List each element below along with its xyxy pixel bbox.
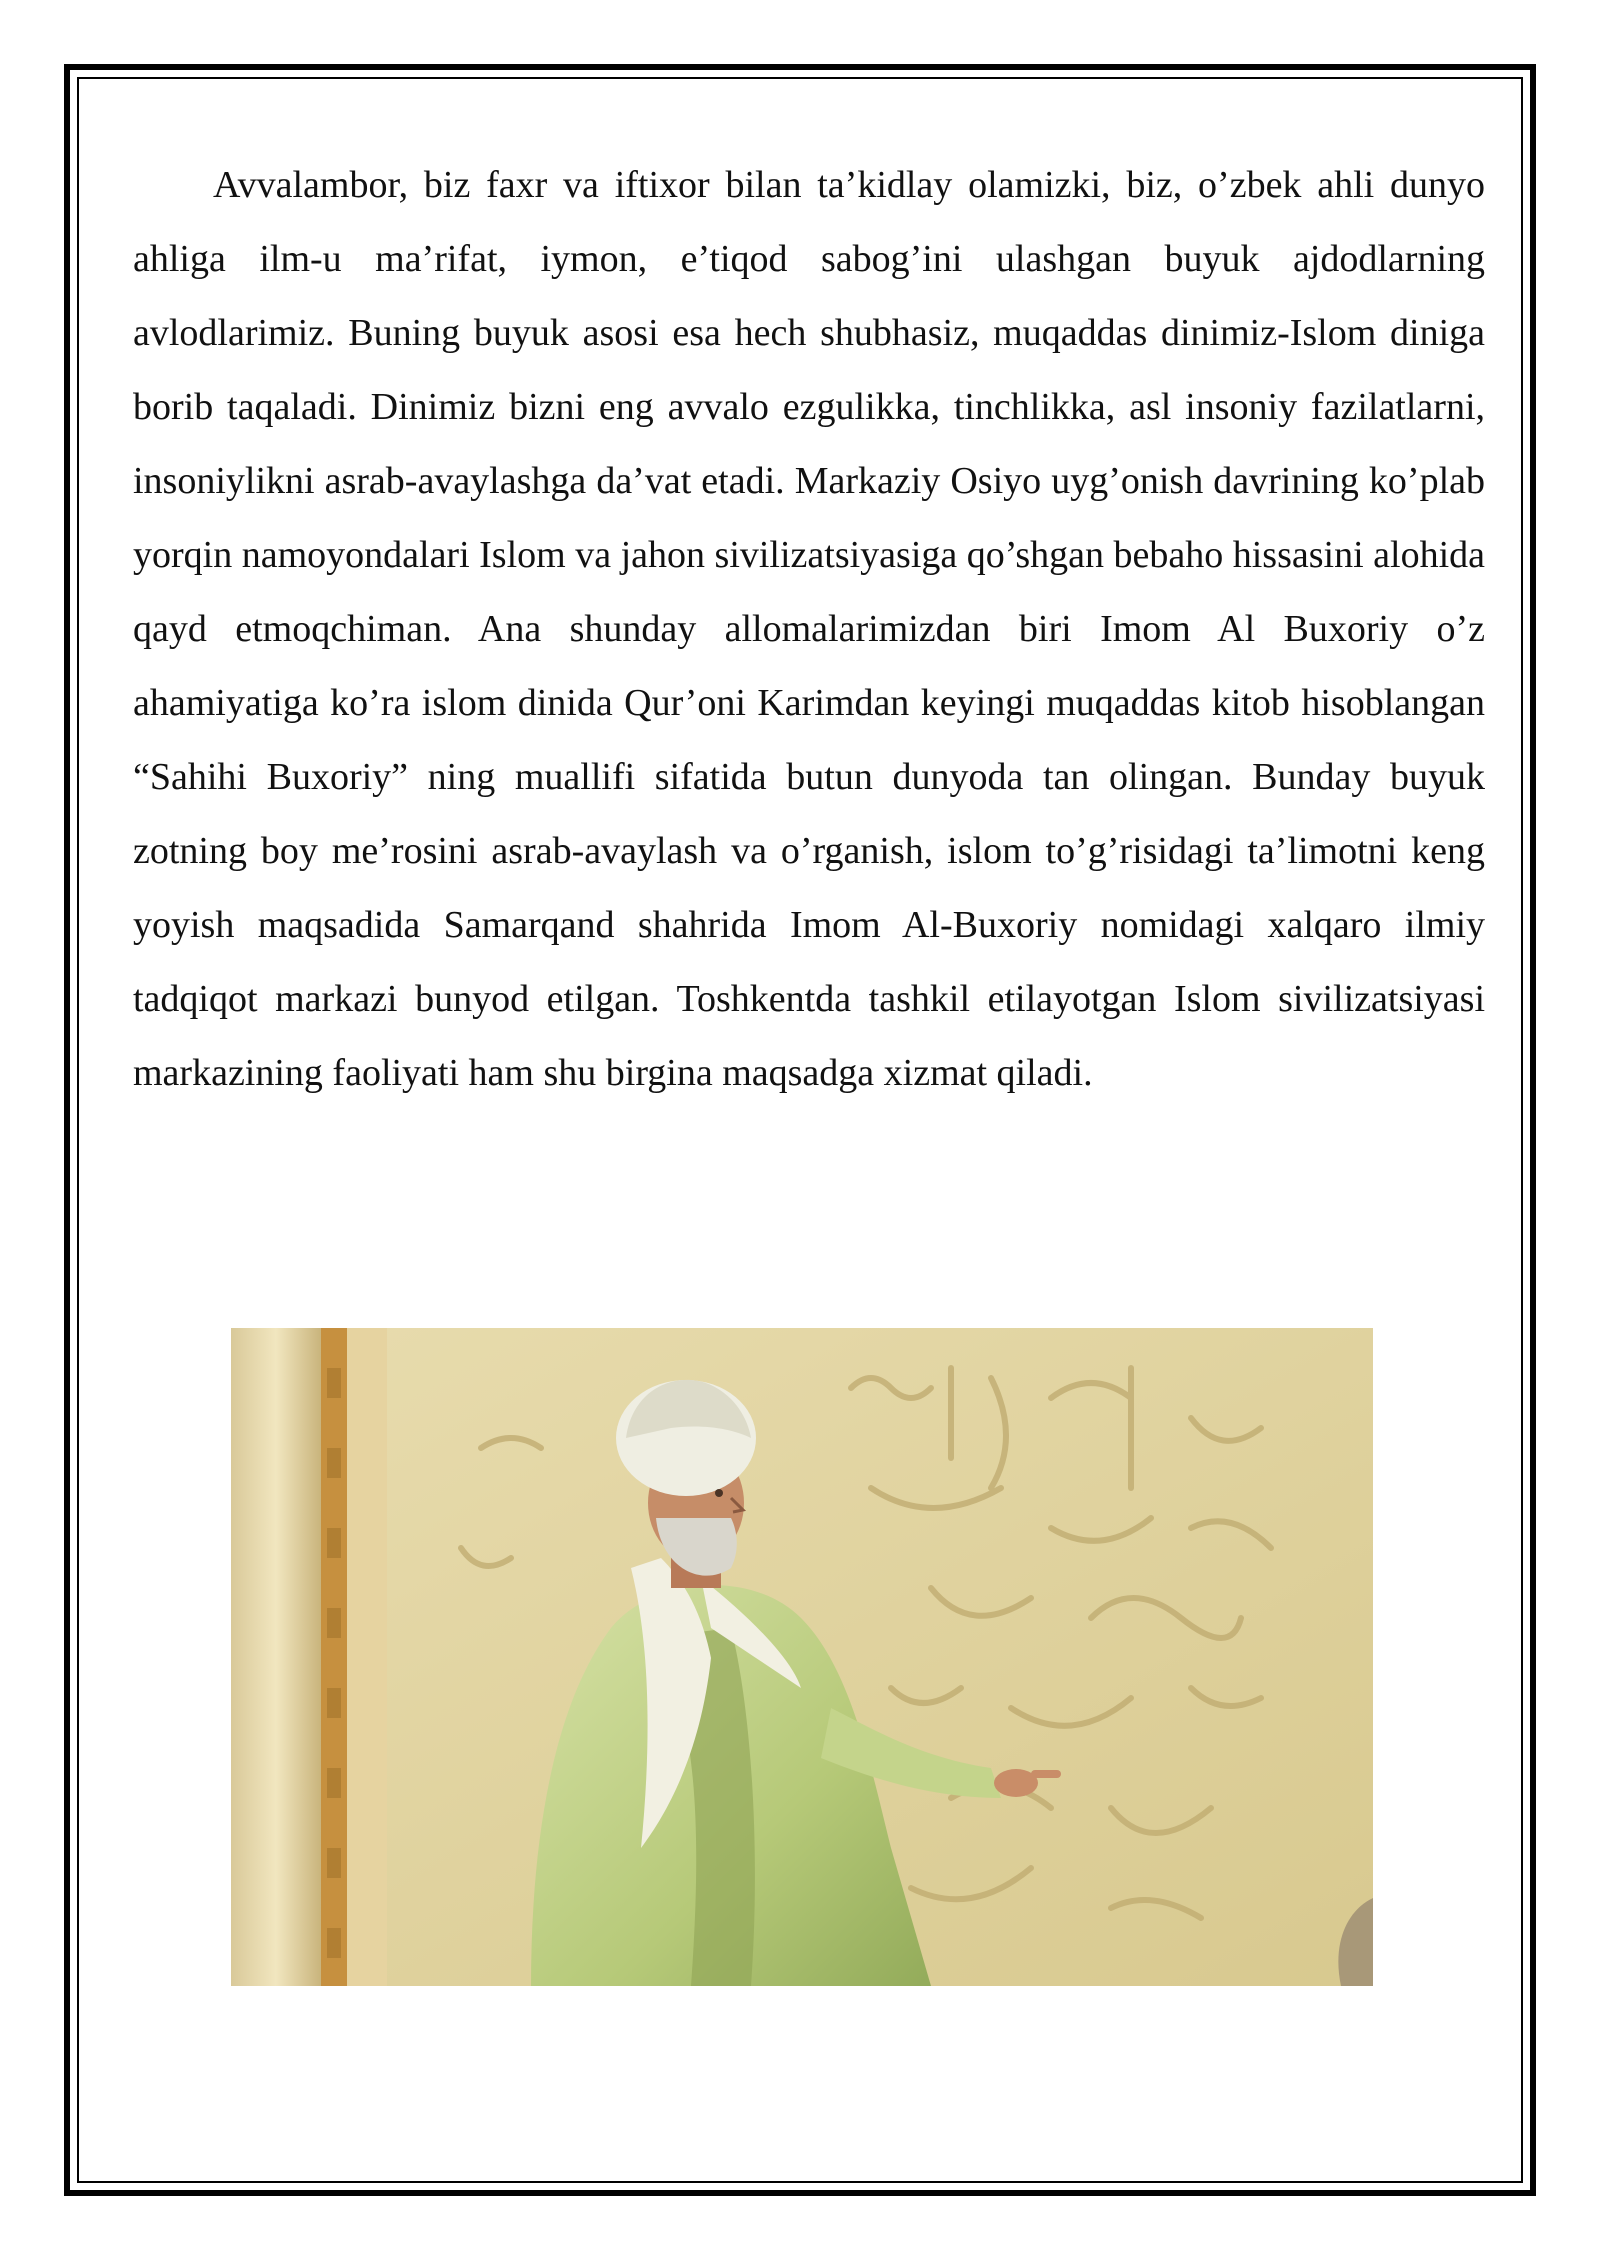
scholar-illustration — [231, 1328, 1373, 1986]
scholar-painting-image — [231, 1328, 1373, 1986]
page-content — [133, 148, 1485, 1110]
body-paragraph: Avvalambor, biz faxr va iftixor bilan ta’kidlay olamizki, biz, o’zbek ahli dunyo ahliga ilm-u ma’rifat, iymon, e’tiqod sabog’ini ulashgan buyuk ajdodlarning avlodlarimiz. Buning buyuk asosi esa hech shubhasiz, muqaddas dinimiz-Islom diniga borib taqaladi. Dinimiz bizni eng avvalo ezgulikka, tinchlikka, asl insoniy fazilatlarni, insoniylikni asrab-avaylashga da’vat etadi. Markaziy Osiyo uyg’onish davrining ko’plab yorqin namoyondalari Islom va jahon sivilizatsiyasiga qo’shgan bebaho hissasini alohida qayd etmoqchiman. Ana shunday allomalarimizdan biri Imom Al Buxoriy o’z ahamiyatiga ko’ra islom dinida Qur’oni Karimdan keyingi muqaddas kitob hisoblangan “Sahihi Buxoriy” ning muallifi sifatida butun dunyoda tan olingan. Bunday buyuk zotning boy me’rosini asrab-avaylash va o’rganish, islom to’g’risidagi ta’limotni keng yoyish maqsadida Samarqand shahrida Imom Al-Buxoriy nomidagi xalqaro ilmiy tadqiqot markazi bunyod etilgan. Toshkentda tashkil etilayotgan Islom sivilizatsiyasi markazining faoliyati ham shu birgina maqsadga xizmat qiladi. — [133, 164, 1485, 1094]
